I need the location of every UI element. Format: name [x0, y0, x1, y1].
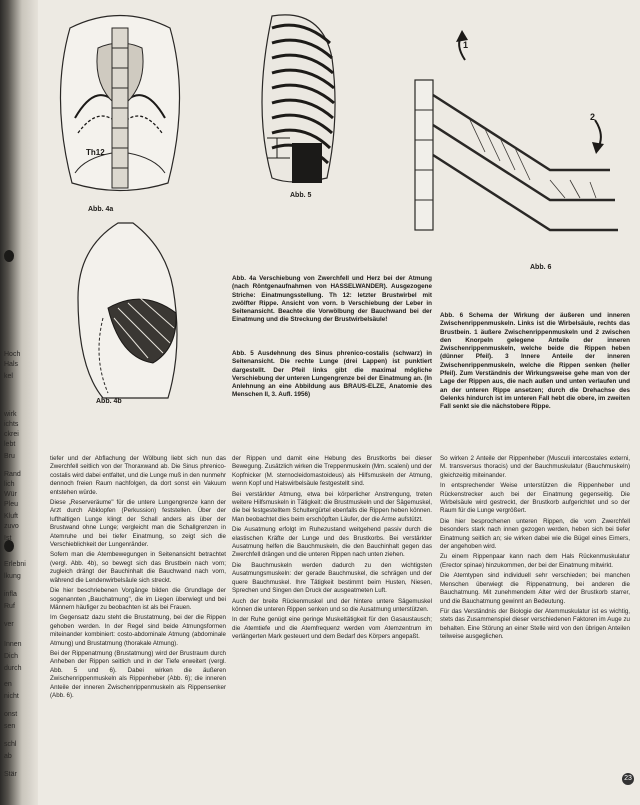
body-paragraph: Die Ausatmung erfolgt im Ruhezustand weitgehend passiv durch die elastischen Kräfte der Lunge und des Brustkorbs. Bei verstärkter Ausatmung helfen die Bauchmuskeln, die den Bauchinhalt gegen das Zwerchfell drängen und die unteren Rippen nach unten ziehen. [232, 526, 432, 559]
gutter-fragment: nicht [4, 693, 19, 700]
figure-5-label: Abb. 5 [290, 192, 312, 199]
binder-hole [4, 250, 14, 262]
gutter-fragment: Wür [4, 491, 17, 498]
body-paragraph: Zu einem Rippenpaar kann nach dem Hals Rückenmuskulatur (Erector spinae) hinzukommen, der bei der Einatmung mitwirkt. [440, 553, 630, 569]
gutter-fragment: wirk [4, 411, 17, 418]
body-paragraph: Auch der breite Rückenmuskel und der hintere untere Sägemuskel können die unteren Rippen senken und so die Ausatmung unterstützen. [232, 597, 432, 613]
body-paragraph: In entsprechender Weise unterstützen die Rippenheber und Rückenstrecker auch bei der Einatmung gegenseitig. Die Wirbelsäule wird gestreckt, der Brustkorb aufgerichtet und so der Raum für die Lunge vergrößert. [440, 482, 630, 515]
gutter-fragment: Innen [4, 641, 22, 648]
body-paragraph: Für das Verständnis der Biologie der Atemmuskulatur ist es wichtig, stets das Zusammenspiel dieser verschiedenen Faktoren im Auge zu behalten. Eine Störung an einer Stelle wird von den übrigen Anteilen teilweise ausgeglichen. [440, 607, 630, 641]
arrow-2-label: 2 [590, 112, 596, 122]
figure-4b-liver [48, 218, 198, 408]
body-paragraph: Die Atemtypen sind individuell sehr verschieden; bei manchen Menschen überwiegt die Rippenatmung, bei anderen die Bauchatmung. Mit zunehmendem Alter wird der Brustkorb starrer, und die Bauchatmung gewinnt an Bedeutung. [440, 572, 630, 605]
body-paragraph: In der Ruhe genügt eine geringe Muskeltätigkeit für den Gasaustausch; die Atemtiefe und die Atemfrequenz werden vom Atemzentrum im verlängerten Mark gesteuert und dem Bedarf des Körpers angepaßt. [232, 616, 432, 641]
body-paragraph: Bei verstärkter Atmung, etwa bei körperlicher Anstrengung, treten weitere Hilfsmuskeln in Tätigkeit: die Brustmuskeln und der Sägemuskel, die bei festgestelltem Schultergürtel ebenfalls die Rippen heben können. Man beobachtet dies beim erschöpften Läufer, der die Arme aufstützt. [232, 490, 432, 523]
gutter-fragment: Kluft [4, 513, 19, 520]
gutter-fragment: Rand [4, 471, 21, 478]
body-paragraph: Die hier besprochenen unteren Rippen, die vom Zwerchfell besonders stark nach innen gezogen werden, heben sich bei tiefer Einatmung seitlich an; sie wirken dabei wie die Bügel eines Eimers, der angehoben wird. [440, 517, 630, 551]
gutter-fragment: Hoch [4, 351, 21, 358]
body-paragraph: der Rippen und damit eine Hebung des Brustkorbs bei dieser Bewegung. Zusätzlich wirken die Treppenmuskeln (Mm. scaleni) und der Kopfnicker (M. sternocleidomastoideus) als Hilfsmuskeln der Atmung, wenn Kopf und Halswirbelsäule festgestellt sind. [232, 455, 432, 488]
figure-5-ribcage [232, 8, 342, 193]
gutter-fragment: ver [4, 621, 14, 628]
body-paragraph: Die Bauchmuskeln werden dadurch zu den wichtigsten Ausatmungsmuskeln: der gerade Bauchmuskel, die schrägen und der quere Bauchmuskel. Ihre Tätigkeit bestimmt beim Husten, Niesen, Sprechen und Singen den Druck der ausgeatmeten Luft. [232, 561, 432, 595]
gutter-fragment: Ist [4, 535, 12, 542]
figure-4a-diaphragm [50, 8, 190, 208]
gutter-fragment: lebt [4, 441, 16, 448]
body-paragraph: Diese „Reserveräume" für die untere Lungengrenze kann der Arzt durch Abklopfen (Perkussion) feststellen. Über der lufthaltigen Lunge klingt der Schall anders als über der Brustwand ohne Lunge; vergleicht man die Schallgrenzen in Atemruhe und bei tiefer Einatmung, so zeigt sich die Verschieblichkeit der Lungenränder. [50, 499, 226, 549]
gutter-fragment: Bru [4, 453, 15, 460]
figure-4-caption: Abb. 4a Verschiebung von Zwerchfell und Herz bei der Atmung (nach Röntgenaufnahmen von HASSELWANDER). Ausgezogene Striche: Einatmungsstellung. Th 12: letzter Brustwirbel mit zwölfter Rippe. Ansicht von vorn. b Verschiebung der Leber in Seitenansicht. Beachte die Vorwölbung der Bauchwand bei der Einatmung und die Streckung der Brustwirbelsäule! [232, 275, 432, 324]
figure-6-caption: Abb. 6 Schema der Wirkung der äußeren und inneren Zwischenrippenmuskeln. Links ist die Wirbelsäule, rechts das Brustbein. 1 äußere Zwischenrippenmuskeln und 2 zwischen den Knorpeln gelegene Anteile der inneren Zwischenrippenmuskeln, welche beide die Rippen heben (dünner Pfeil). 3 Innere Anteile der inneren Zwischenrippenmuskeln, welche die Rippen senken (heller Pfeil). Zum Verständnis der Wirkungsweise gehe man von der Lage der Rippen aus, die nach außen und unten verlaufen und an der unteren Rippe ansetzen; durch die Drehachse des Gelenks hindurch ist im unteren Fall hebt die obere, im zweiten Fall senkt sie die nächstobere Rippe. [440, 312, 630, 411]
gutter-fragment: sen [4, 723, 16, 730]
body-column-3 [440, 455, 630, 644]
figure-6-label: Abb. 6 [530, 264, 552, 271]
figure-5-caption: Abb. 5 Ausdehnung des Sinus phrenico-costalis (schwarz) in Seitenansicht. Die rechte Lunge (drei Lappen) ist punktiert dargestellt. Der Pfeil links gibt die maximal mögliche Verschiebung der unteren Lungengrenze bei der Einatmung an. (In Anlehnung an eine Abbildung aus BRAUS-ELZE, Anatomie des Menschen II, 3. Aufl. 1956) [232, 350, 432, 399]
body-paragraph: Sofern man die Atembewegungen in Seitenansicht betrachtet (vergl. Abb. 4b), so bewegt sich das Brustbein nach vorn; zugleich drängt der Bauchinhalt die Bauchwand nach vorn, während die Lendenwirbelsäule sich streckt. [50, 551, 226, 584]
body-paragraph: tiefer und der Abflachung der Wölbung liebt sich nun das Zwerchfell seitlich von der Thoraxwand ab. Die Sinus phrenico-costalis wird dabei entfaltet, und die Lunge muß in den nunmehr dennoch freien Raum nachfolgen, da dort sonst ein Vakuum entstehen würde. [50, 455, 226, 496]
gutter-fragment: kel [4, 373, 13, 380]
gutter-fragment: zuvo [4, 523, 19, 530]
gutter-fragment: Erlebni [4, 561, 26, 568]
body-paragraph: So wirken 2 Anteile der Rippenheber (Musculi intercostales externi, M. transversus thoracis) und der Bauchmuskulatur (Bauchmuskeln) gleichzeitig miteinander. [440, 455, 630, 479]
gutter-fragment: onst [4, 711, 18, 718]
body-paragraph: Bei der Rippenatmung (Brustatmung) wird der Brustraum durch Anheben der Rippen seitlich und in der Tiefe erweitert (vergl. Abb. 5 und 6). Dabei wirken die äußeren Zwischenrippenmuskeln als Rippenheber (Abb. 6); die inneren Anteile der inneren Zwischenrippenmuskeln als Rippensenker (Abb. 6). [50, 649, 226, 699]
gutter-fragment: infla [4, 591, 17, 598]
gutter-fragment: schl [4, 741, 17, 748]
gutter-fragment: Pleu [4, 501, 19, 508]
body-column-2 [232, 455, 432, 644]
th12-label: Th12 [86, 148, 105, 157]
gutter-fragment: en [4, 681, 12, 688]
gutter-fragment: lich [4, 481, 15, 488]
body-column-1 [50, 455, 226, 702]
body-paragraph: Im Gegensatz dazu steht die Brustatmung, bei der die Rippen gehoben werden. In der Regel sind beide Atmungsformen miteinander kombiniert: costo-abdominale Atmung (abdominale Atmung) und Brustatmung (thorakale Atmung). [50, 614, 226, 647]
gutter-fragment: Dich [4, 653, 19, 660]
arrow-1-label: 1 [463, 40, 469, 50]
gutter-fragment: lkung [4, 573, 21, 580]
gutter-fragment: Stär [4, 771, 17, 778]
page-number: 23 [622, 773, 634, 785]
gutter-fragment: ckrei [4, 431, 19, 438]
gutter-fragment: durch [4, 665, 22, 672]
figure-4b-label: Abb. 4b [96, 398, 122, 405]
body-paragraph: Die hier beschriebenen Vorgänge bilden die Grundlage der sogenannten „Bauchatmung", die im Liegen überwiegt und bei Männern häufiger zu beobachten ist als bei Frauen. [50, 587, 226, 611]
gutter-fragment: ab [4, 753, 12, 760]
figure-6-intercostal [410, 20, 625, 260]
gutter-fragment: Ruf [4, 603, 15, 610]
gutter-fragment: Hals [4, 361, 19, 368]
figure-4a-label: Abb. 4a [88, 206, 114, 213]
gutter-fragment: ichts [4, 421, 19, 428]
